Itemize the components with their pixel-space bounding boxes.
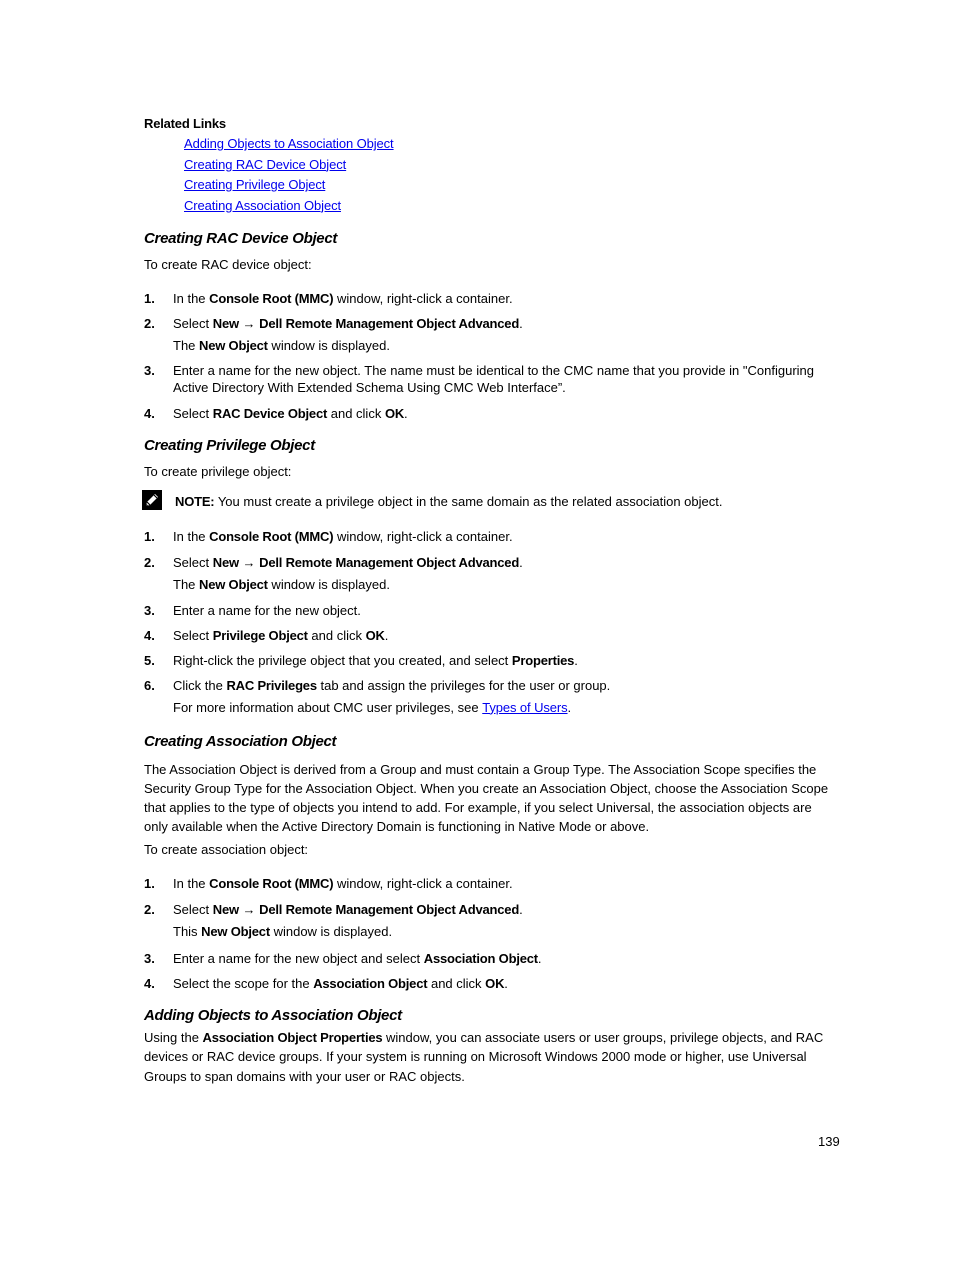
related-link-item xyxy=(184,135,838,153)
note-text: You must create a privilege object in the same domain as the related association object. xyxy=(214,493,723,509)
step: 4. Select Privilege Object and click OK. xyxy=(144,627,389,643)
adding-objects-description: Using the Association Object Properties window, you can associate users or user groups, privilege objects, and RAC devices or RAC device groups. If your system is running on Microsoft Windows 2000 mode or higher, use Universal Groups to span domains with your user or RAC objects. xyxy=(144,1029,824,1084)
related-link-item xyxy=(184,176,838,194)
step: 4. Select RAC Device Object and click OK. xyxy=(144,405,408,421)
pencil-note-icon xyxy=(142,490,162,510)
page-number: 139 xyxy=(818,1134,840,1149)
step: 3. Enter a name for the new object. xyxy=(144,602,361,618)
association-intro: To create association object: xyxy=(144,841,309,857)
link-adding-objects[interactable]: Adding Objects to Association Object xyxy=(184,136,394,151)
step: 3. Enter a name for the new object. The name must be identical to the CMC name that you provide in "Configuring Active Directory With Extended Schema Using CMC Web Interface”. xyxy=(144,362,814,395)
link-creating-rac-device[interactable]: Creating RAC Device Object xyxy=(184,156,347,172)
step: 2. Select New → Dell Remote Management Object Advanced. This New Object window is displayed. xyxy=(144,901,838,940)
link-creating-privilege[interactable]: Creating Privilege Object xyxy=(184,177,326,192)
step: 2. Select New → Dell Remote Management Object Advanced. The New Object window is displayed. xyxy=(144,554,838,593)
step: 3. Enter a name for the new object and select Association Object. xyxy=(144,950,542,966)
related-link-item xyxy=(184,197,838,215)
link-types-of-users[interactable]: Types of Users xyxy=(482,699,568,715)
step: 2. Select New → Dell Remote Management Object Advanced. The New Object window is displayed. xyxy=(144,315,838,354)
step-result: For more information about CMC user privileges, see Types of Users. xyxy=(173,699,572,715)
step: 4. Select the scope for the Association Object and click OK. xyxy=(144,975,508,991)
heading-privilege: Creating Privilege Object xyxy=(144,436,315,454)
step: 5. Right-click the privilege object that you created, and select Properties. xyxy=(144,652,578,668)
step: 1. In the Console Root (MMC) window, right-click a container. xyxy=(144,290,513,306)
step-result: The New Object window is displayed. xyxy=(173,576,390,592)
rac-device-intro: To create RAC device object: xyxy=(144,256,312,272)
page-content xyxy=(144,112,838,1086)
link-creating-association[interactable]: Creating Association Object xyxy=(184,197,341,213)
related-link-item xyxy=(184,156,838,174)
privilege-intro: To create privilege object: xyxy=(144,463,292,479)
step: 1. In the Console Root (MMC) window, right-click a container. xyxy=(144,528,513,544)
step-result: The New Object window is displayed. xyxy=(173,337,390,353)
privilege-steps xyxy=(144,528,838,716)
step: 6. Click the RAC Privileges tab and assign the privileges for the user or group. For more information about CMC user privileges, see Types of Users. xyxy=(144,677,838,716)
heading-adding-objects: Adding Objects to Association Object xyxy=(144,1006,402,1024)
association-description: The Association Object is derived from a Group and must contain a Group Type. The Association Scope specifies the Security Group Type for the Association Object. When you create an Association Object, choose the Association Scope that applies to the type of objects you intend to add. For example, if you select Universal, the association objects are only available when the Active Directory Domain is functioning in Native Mode or above. xyxy=(144,761,829,834)
step-result: This New Object window is displayed. xyxy=(173,923,393,939)
related-links-title: Related Links xyxy=(144,116,226,131)
heading-rac-device: Creating RAC Device Object xyxy=(144,229,338,247)
association-steps xyxy=(144,875,838,992)
related-links-block xyxy=(144,115,838,215)
heading-association: Creating Association Object xyxy=(144,732,337,750)
note-block xyxy=(144,493,838,511)
step: 1. In the Console Root (MMC) window, right-click a container. xyxy=(144,875,513,891)
note-label: NOTE: xyxy=(175,493,215,509)
rac-device-steps xyxy=(144,290,838,422)
related-links-list xyxy=(184,135,838,215)
